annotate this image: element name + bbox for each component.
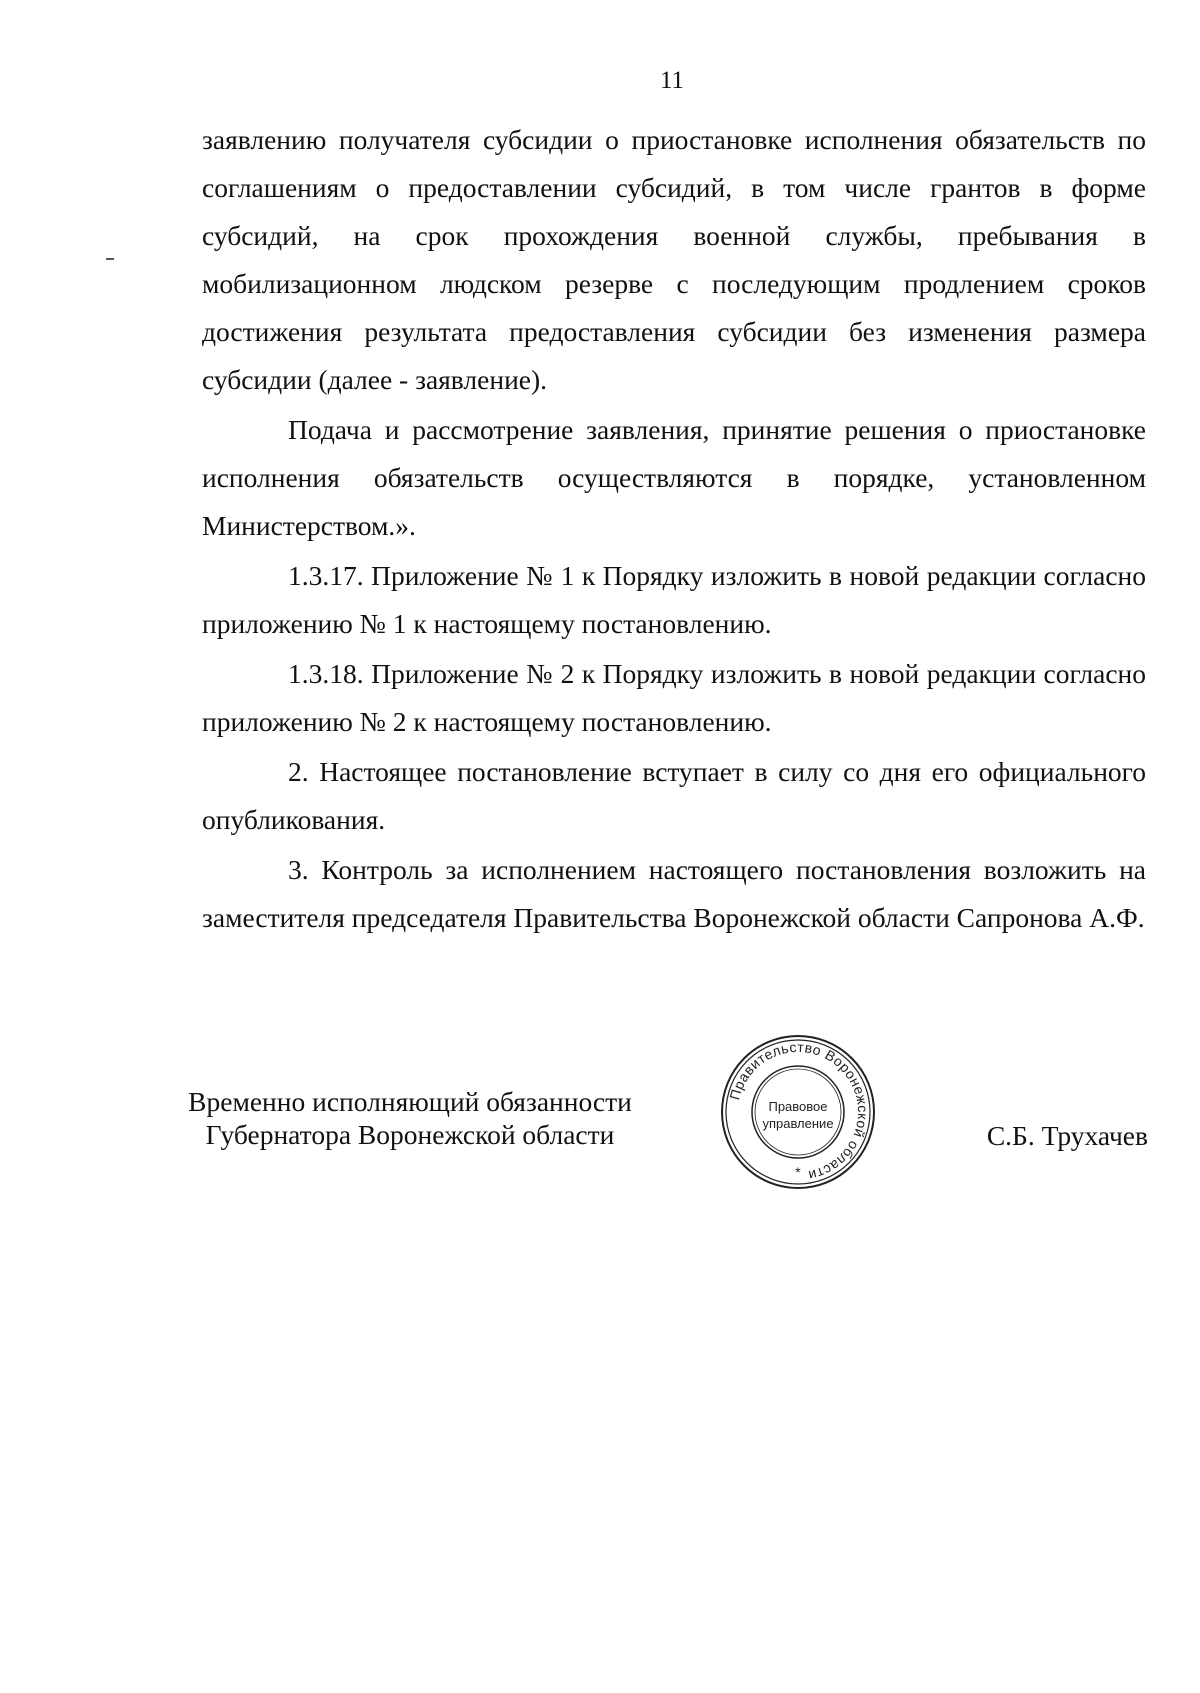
paragraph-continuation: заявлению получателя субсидии о приостановке исполнения обязательств по соглашениям о предоставлении субсидий, в том числе грантов в форме субсидий, на срок прохождения военной службы, пребывания в мобилизационном людском резерве с последующим продлением сроков достижения результата предоставления субсидии без изменения размера субсидии (далее - заявление).	[202, 124, 1146, 395]
stamp-outer-text: Правительство Воронежской области	[726, 1038, 872, 1185]
paragraph-application-procedure: Подача и рассмотрение заявления, принятие решения о приостановке исполнения обязательств осуществляются в порядке, установленном Министерством.».	[202, 414, 1146, 541]
stamp-seal-icon	[718, 1032, 878, 1192]
paragraph-1-3-18: 1.3.18. Приложение № 2 к Порядку изложить в новой редакции согласно приложению № 2 к настоящему постановлению.	[202, 658, 1146, 737]
signatory-position-line1: Временно исполняющий обязанности	[188, 1086, 632, 1117]
stamp-inner-line2: управление	[762, 1116, 834, 1131]
signatory-position	[165, 1085, 655, 1151]
page-number: 11	[659, 67, 685, 94]
official-stamp	[718, 1032, 878, 1192]
margin-mark	[106, 258, 114, 260]
document-body	[202, 116, 1146, 944]
stamp-inner-line1: Правовое	[768, 1099, 828, 1114]
signatory-name: С.Б. Трухачев	[986, 1120, 1148, 1151]
paragraph-effective-date: 2. Настоящее постановление вступает в силу со дня его официального опубликования.	[202, 756, 1146, 835]
paragraph-1-3-17: 1.3.17. Приложение № 1 к Порядку изложить в новой редакции согласно приложению № 1 к настоящему постановлению.	[202, 560, 1146, 639]
stamp-star: *	[795, 1164, 801, 1180]
signatory-position-line2: Губернатора Воронежской области	[205, 1119, 615, 1150]
paragraph-control: 3. Контроль за исполнением настоящего постановления возложить на заместителя председателя Правительства Воронежской области Сапронова А.Ф.	[202, 854, 1146, 933]
